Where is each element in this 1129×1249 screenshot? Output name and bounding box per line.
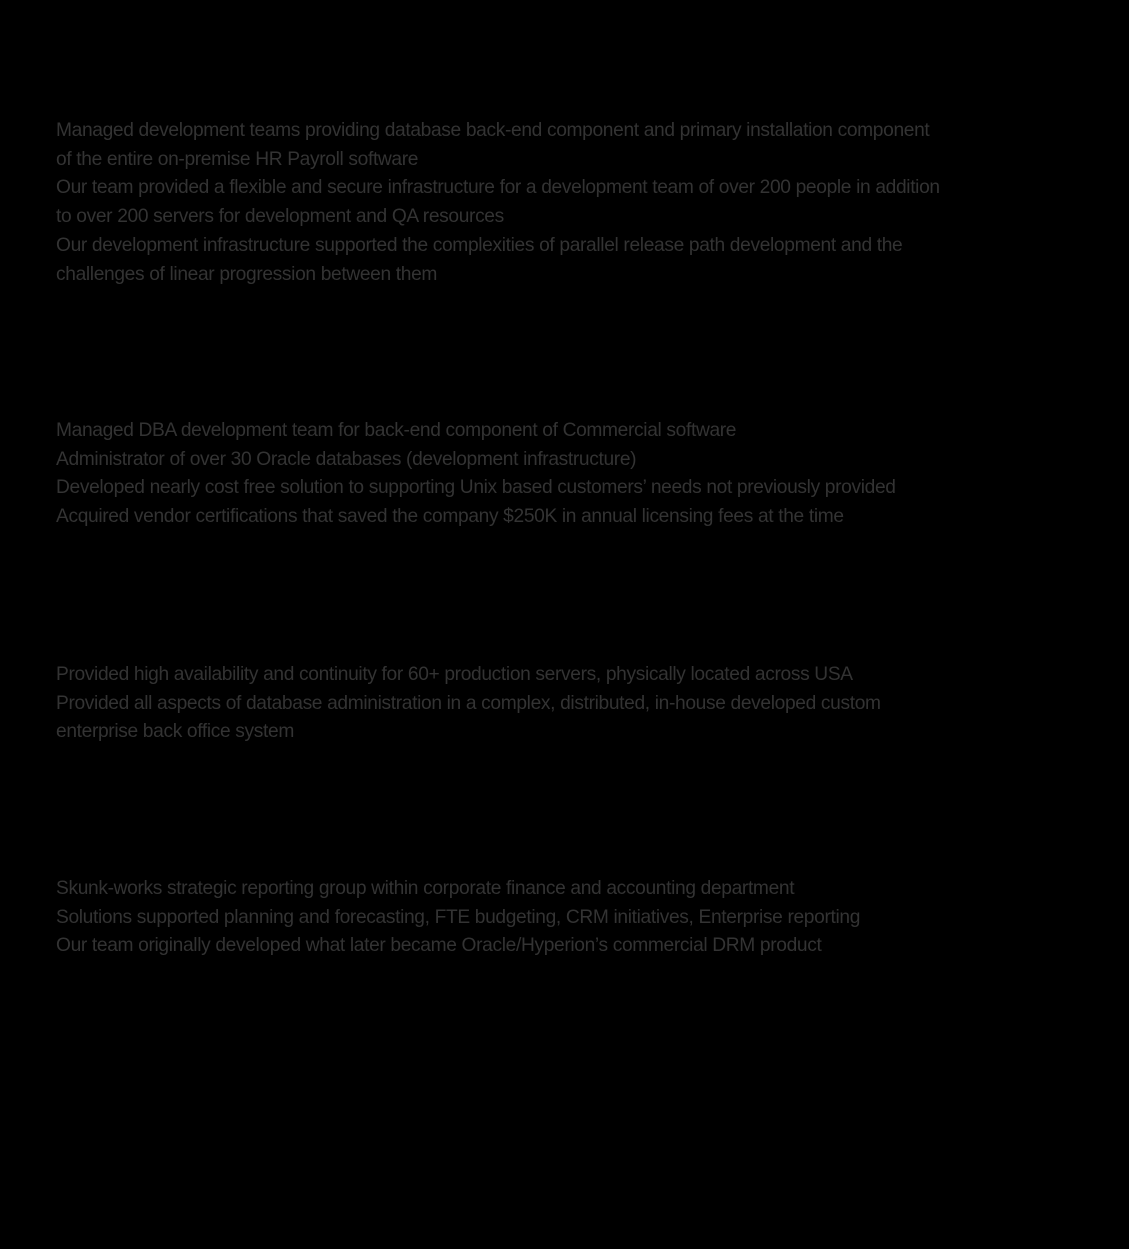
job-accomplishments-dba-commercial: [56, 417, 1096, 532]
accomplishment-line: Our development infrastructure supported the complexities of parallel release path development and the: [56, 234, 903, 256]
accomplishment-line: to over 200 servers for development and QA resources: [56, 206, 504, 228]
accomplishment-line: Administrator of over 30 Oracle databases (development infrastructure): [56, 448, 637, 470]
accomplishment-line: Managed DBA development team for back-end component of Commercial software: [56, 420, 737, 441]
job-accomplishments-strategic-reporting: [56, 875, 1096, 961]
accomplishment-line: Developed nearly cost free solution to supporting Unix based customers’ needs not previously provided: [56, 477, 896, 499]
accomplishment-line: of the entire on-premise HR Payroll software: [56, 148, 419, 170]
accomplishment-line: challenges of linear progression between them: [56, 263, 438, 285]
accomplishment-line: Skunk-works strategic reporting group within corporate finance and accounting department: [56, 878, 795, 899]
accomplishment-line: Provided high availability and continuity for 60+ production servers, physically located across USA: [56, 664, 853, 685]
job-accomplishments-production-dba: [56, 661, 1096, 747]
accomplishment-line: Provided all aspects of database administration in a complex, distributed, in-house developed custom: [56, 692, 881, 714]
accomplishment-line: Our team originally developed what later became Oracle/Hyperion’s commercial DRM product: [56, 935, 822, 957]
accomplishment-line: Acquired vendor certifications that saved the company $250K in annual licensing fees at the time: [56, 506, 844, 528]
accomplishment-line: Solutions supported planning and forecasting, FTE budgeting, CRM initiatives, Enterprise reporting: [56, 906, 861, 928]
accomplishment-line: Managed development teams providing database back-end component and primary installation component: [56, 120, 930, 141]
job-accomplishments-hr-payroll: [56, 117, 1096, 289]
accomplishment-line: Our team provided a flexible and secure infrastructure for a development team of over 200 people in addition: [56, 177, 940, 199]
accomplishment-line: enterprise back office system: [56, 721, 294, 743]
